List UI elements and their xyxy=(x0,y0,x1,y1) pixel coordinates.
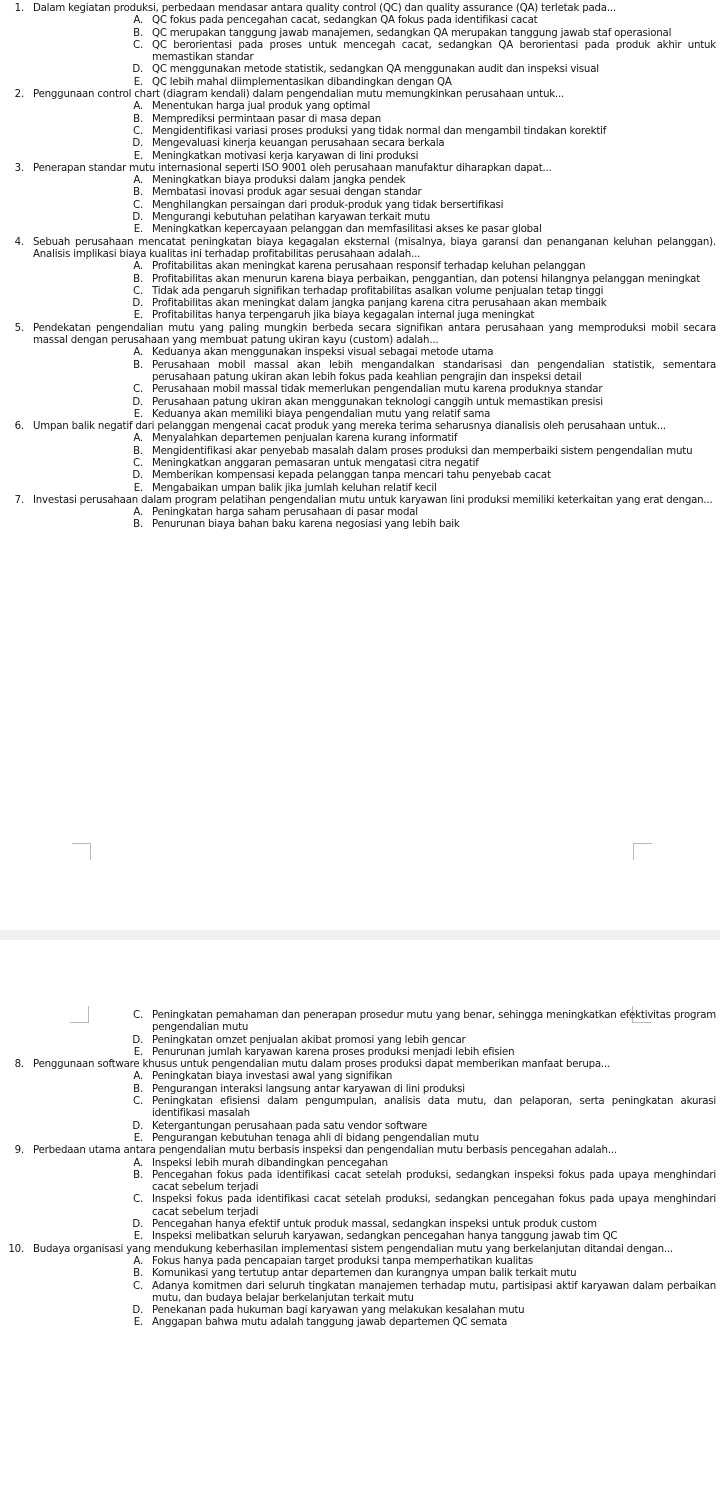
question-text: Penerapan standar mutu internasional seperti ISO 9001 oleh perusahaan manufaktur diharapkan dapat... xyxy=(33,162,552,174)
option-text: Inspeksi lebih murah dibandingkan pencegahan xyxy=(152,1157,388,1169)
option-text: Profitabilitas akan meningkat dalam jangka panjang karena citra perusahaan akan membaik xyxy=(152,298,607,310)
option-letter: B. xyxy=(133,187,143,199)
question-number: 10. xyxy=(8,1243,24,1255)
question-7-continued-options xyxy=(0,1010,716,1059)
question-stem xyxy=(0,1243,673,1256)
option-text: Peningkatan pemahaman dan penerapan prosedur mutu yang benar, sehingga meningkatkan efektivitas program pengendalian mutu xyxy=(152,1010,716,1034)
option-text: Mengevaluasi kinerja keuangan perusahaan secara berkala xyxy=(152,138,445,150)
crop-mark-bottom-left xyxy=(72,843,91,860)
option-letter: E. xyxy=(133,482,143,494)
answer-option xyxy=(0,310,716,322)
option-text: Meningkatkan motivasi kerja karyawan di lini produksi xyxy=(152,150,419,162)
option-text: Peningkatan efisiensi dalam pengumpulan, analisis data mutu, dan pelaporan, serta peningkatan akurasi identifikasi masalah xyxy=(152,1096,716,1120)
question-number: 5. xyxy=(14,322,24,334)
answer-option xyxy=(0,212,716,224)
option-text: Fokus hanya pada pencapaian target produksi tanpa memperhatikan kualitas xyxy=(152,1255,534,1267)
option-text: Ketergantungan perusahaan pada satu vendor software xyxy=(152,1120,428,1132)
option-text: QC merupakan tanggung jawab manajemen, sedangkan QA merupakan tanggung jawab staf operasional xyxy=(152,27,672,39)
option-text: QC berorientasi pada proses untuk mencegah cacat, sedangkan QA berorientasi pada produk akhir untuk memastikan standar xyxy=(152,39,716,64)
question-number: 6. xyxy=(14,421,24,433)
option-letter: A. xyxy=(133,261,143,273)
answer-option xyxy=(0,1194,716,1219)
answer-option xyxy=(0,397,716,409)
answer-option xyxy=(0,187,716,199)
answer-option xyxy=(0,1121,716,1133)
answer-option xyxy=(0,274,716,286)
option-letter: A. xyxy=(133,15,143,27)
option-letter: D. xyxy=(132,298,143,310)
option-letter: A. xyxy=(133,175,143,187)
option-letter: C. xyxy=(133,199,143,211)
option-letter: E. xyxy=(133,224,143,236)
answer-option xyxy=(0,286,716,298)
question-text: Sebuah perusahaan mencatat peningkatan biaya kegagalan eksternal (misalnya, biaya garansi dan penanganan keluhan pelanggan). Analisis implikasi biaya kualitas ini terhadap profitabilitas perusahaan adalah... xyxy=(33,236,716,260)
option-text: Mengidentifikasi akar penyebab masalah dalam proses produksi dan memperbaiki sistem pengendalian mutu xyxy=(152,445,693,457)
question-number: 4. xyxy=(14,236,24,248)
option-letter: E. xyxy=(133,1231,143,1243)
question-item xyxy=(0,322,716,421)
answer-option xyxy=(0,151,716,163)
option-letter: C. xyxy=(133,1280,143,1292)
option-text: Membatasi inovasi produk agar sesuai dengan standar xyxy=(152,187,422,199)
option-letter: E. xyxy=(133,310,143,322)
answer-option xyxy=(0,360,716,385)
answer-option xyxy=(0,458,716,470)
option-letter: A. xyxy=(133,1071,143,1083)
question-item xyxy=(0,494,713,532)
option-text: Inspeksi melibatkan seluruh karyawan, sedangkan pencegahan hanya tanggung jawab tim QC xyxy=(152,1231,618,1243)
option-letter: A. xyxy=(133,507,143,519)
option-letter: E. xyxy=(133,1046,143,1058)
option-letter: B. xyxy=(133,445,143,457)
option-text: Penurunan biaya bahan baku karena negosiasi yang lebih baik xyxy=(152,519,460,531)
option-letter: D. xyxy=(132,1305,143,1317)
option-text: Memprediksi permintaan pasar di masa depan xyxy=(152,113,382,125)
option-text: Profitabilitas hanya terpengaruh jika biaya kegagalan internal juga meningkat xyxy=(152,310,535,322)
question-text: Perbedaan utama antara pengendalian mutu berbasis inspeksi dan pengendalian mutu berbasis pencegahan adalah... xyxy=(33,1145,617,1157)
question-item xyxy=(0,421,693,495)
question-item xyxy=(0,236,716,323)
option-text: Mengidentifikasi variasi proses produksi yang tidak normal dan mengambil tindakan korektif xyxy=(152,125,607,137)
option-text: Memberikan kompensasi kepada pelanggan tanpa mencari tahu penyebab cacat xyxy=(152,470,551,482)
answer-option xyxy=(0,384,716,396)
question-text: Investasi perusahaan dalam program pelatihan pengendalian mutu untuk karyawan lini produksi memiliki keterkaitan yang erat dengan... xyxy=(33,494,713,506)
answer-option xyxy=(0,298,716,310)
option-text: Peningkatan harga saham perusahaan di pasar modal xyxy=(152,507,418,519)
answer-option xyxy=(0,347,716,359)
option-text: Peningkatan biaya investasi awal yang signifikan xyxy=(152,1071,393,1083)
option-text: Mengurangi kebutuhan pelatihan karyawan terkait mutu xyxy=(152,212,431,224)
answer-option xyxy=(0,64,716,76)
option-letter: C. xyxy=(133,1096,143,1108)
option-text: Komunikasi yang tertutup antar departemen dan kurangnya umpan balik terkait mutu xyxy=(152,1268,577,1280)
option-text: QC lebih mahal diimplementasikan dibandingkan dengan QA xyxy=(152,76,452,88)
option-letter: B. xyxy=(133,27,143,39)
option-letter: D. xyxy=(132,212,143,224)
answer-option xyxy=(0,261,716,273)
option-text: Perusahaan mobil massal tidak memerlukan pengendalian mutu karena produknya standar xyxy=(152,384,603,396)
option-text: Peningkatan omzet penjualan akibat promosi yang lebih gencar xyxy=(152,1034,466,1046)
answer-option xyxy=(0,470,716,482)
question-number: 1. xyxy=(14,3,24,14)
option-text: Menyalahkan departemen penjualan karena kurang informatif xyxy=(152,433,458,445)
answer-option xyxy=(0,519,716,531)
option-letter: D. xyxy=(132,1219,143,1231)
option-text: Anggapan bahwa mutu adalah tanggung jawab departemen QC semata xyxy=(152,1317,508,1329)
option-letter: B. xyxy=(133,273,143,285)
answer-option xyxy=(0,1268,716,1280)
option-letter: A. xyxy=(133,433,143,445)
option-letter: D. xyxy=(132,1034,143,1046)
question-text: Dalam kegiatan produksi, perbedaan mendasar antara quality control (QC) dan quality assurance (QA) terletak pada... xyxy=(33,3,616,14)
option-letter: B. xyxy=(133,1268,143,1280)
question-item xyxy=(0,1145,716,1243)
option-letter: D. xyxy=(132,470,143,482)
option-letter: E. xyxy=(133,76,143,88)
question-stem xyxy=(0,236,716,262)
option-letter: D. xyxy=(132,396,143,408)
question-number: 9. xyxy=(14,1145,24,1157)
crop-mark-bottom-right xyxy=(633,843,652,860)
question-text: Penggunaan software khusus untuk pengendalian mutu dalam proses produksi dapat memberikan manfaat berupa... xyxy=(33,1059,611,1071)
option-text: Menghilangkan persaingan dari produk-produk yang tidak bersertifikasi xyxy=(152,199,504,211)
answer-option xyxy=(0,1219,716,1231)
answer-option xyxy=(0,138,716,150)
option-letter: B. xyxy=(133,519,143,531)
question-number: 8. xyxy=(14,1059,24,1071)
answer-option xyxy=(0,1305,716,1317)
option-text: Penurunan jumlah karyawan karena proses produksi menjadi lebih efisien xyxy=(152,1046,515,1058)
option-text: Inspeksi fokus pada identifikasi cacat setelah produksi, sedangkan pencegahan fokus pada upaya menghindari cacat sebelum terjadi xyxy=(152,1194,716,1218)
option-letter: A. xyxy=(133,347,143,359)
option-letter: C. xyxy=(133,1194,143,1206)
question-stem xyxy=(0,1059,638,1071)
answer-option xyxy=(0,483,716,495)
option-letter: D. xyxy=(132,1120,143,1132)
question-stem xyxy=(0,421,666,433)
question-stem xyxy=(0,322,716,348)
option-text: Meningkatkan biaya produksi dalam jangka pendek xyxy=(152,175,406,187)
option-letter: A. xyxy=(133,1157,143,1169)
page-gap xyxy=(0,930,720,940)
answer-option xyxy=(0,1170,716,1195)
option-text: QC fokus pada pencegahan cacat, sedangkan QA fokus pada identifikasi cacat xyxy=(152,15,538,27)
question-number: 7. xyxy=(14,494,24,506)
answer-option xyxy=(0,28,716,40)
option-text: Penekanan pada hukuman bagi karyawan yang melakukan kesalahan mutu xyxy=(152,1305,525,1317)
option-text: Keduanya akan menggunakan inspeksi visual sebagai metode utama xyxy=(152,347,494,359)
option-letter: B. xyxy=(133,1169,143,1181)
option-letter: E. xyxy=(133,1132,143,1144)
question-number: 3. xyxy=(14,162,24,174)
answer-option xyxy=(0,40,716,65)
answer-option xyxy=(0,1096,716,1121)
page-1-content xyxy=(0,3,720,532)
answer-option xyxy=(0,433,716,445)
option-letter: E. xyxy=(133,150,143,162)
option-text: Pencegahan fokus pada identifikasi cacat setelah produksi, sedangkan inspeksi fokus pada upaya menghindari cacat sebelum terjadi xyxy=(152,1169,716,1194)
option-text: Menentukan harga jual produk yang optimal xyxy=(152,101,371,113)
option-text: Meningkatkan anggaran pemasaran untuk mengatasi citra negatif xyxy=(152,457,479,469)
question-text: Pendekatan pengendalian mutu yang paling mungkin berbeda secara signifikan antara perusahaan yang memproduksi mobil secara massal dengan perusahaan yang membuat patung ukiran kayu (custom) adalah... xyxy=(33,322,716,347)
answer-option xyxy=(0,1133,716,1145)
option-letter: C. xyxy=(133,1010,143,1021)
option-letter: C. xyxy=(133,285,143,297)
document-page-2 xyxy=(0,940,720,1505)
option-letter: B. xyxy=(133,113,143,125)
question-stem xyxy=(0,1145,638,1157)
question-item xyxy=(0,3,716,89)
answer-option xyxy=(0,1047,716,1059)
option-text: Pengurangan interaksi langsung antar karyawan di lini produksi xyxy=(152,1083,465,1095)
answer-option xyxy=(0,1035,716,1047)
answer-option xyxy=(0,15,716,27)
option-letter: C. xyxy=(133,125,143,137)
answer-option xyxy=(0,101,716,113)
question-item xyxy=(0,89,638,163)
answer-option xyxy=(0,126,716,138)
option-text: Keduanya akan memiliki biaya pengendalian mutu yang relatif sama xyxy=(152,408,491,420)
option-text: Perusahaan patung ukiran akan menggunakan teknologi canggih untuk memastikan presisi xyxy=(152,396,603,408)
option-text: Mengabaikan umpan balik jika jumlah keluhan relatif kecil xyxy=(152,482,437,494)
answer-option xyxy=(0,1281,716,1306)
question-stem xyxy=(0,494,713,507)
option-letter: A. xyxy=(133,1255,143,1267)
option-letter: D. xyxy=(132,138,143,150)
option-letter: C. xyxy=(133,39,143,51)
question-item xyxy=(0,1243,716,1330)
option-letter: A. xyxy=(133,101,143,113)
answer-option xyxy=(0,1071,716,1083)
option-text: Meningkatkan kepercayaan pelanggan dan memfasilitasi akses ke pasar global xyxy=(152,224,542,236)
option-letter: D. xyxy=(132,64,143,76)
answer-option xyxy=(0,507,716,519)
answer-option xyxy=(0,1231,716,1243)
answer-option xyxy=(0,114,716,126)
question-item xyxy=(0,163,638,237)
answer-option xyxy=(0,1084,716,1096)
option-letter: E. xyxy=(133,408,143,420)
question-text: Umpan balik negatif dari pelanggan mengenai cacat produk yang mereka terima seharusnya dianalisis oleh perusahaan untuk... xyxy=(33,421,666,433)
question-stem xyxy=(0,89,638,101)
question-text: Penggunaan control chart (diagram kendali) dalam pengendalian mutu memungkinkan perusahaan untuk... xyxy=(33,89,565,101)
answer-option xyxy=(0,175,716,187)
option-text: Adanya komitmen dari seluruh tingkatan manajemen terhadap mutu, partisipasi aktif karyawan dalam perbaikan mutu, dan budaya belajar berkelanjutan terkait mutu xyxy=(152,1280,716,1304)
answer-option xyxy=(0,446,716,458)
option-text: Pencegahan hanya efektif untuk produk massal, sedangkan inspeksi untuk produk custom xyxy=(152,1219,597,1231)
option-text: Pengurangan kebutuhan tenaga ahli di bidang pengendalian mutu xyxy=(152,1132,479,1144)
option-text: Profitabilitas akan meningkat karena perusahaan responsif terhadap keluhan pelanggan xyxy=(152,261,586,273)
option-text: QC menggunakan metode statistik, sedangkan QA menggunakan audit dan inspeksi visual xyxy=(152,64,599,76)
answer-option xyxy=(0,200,716,212)
option-letter: B. xyxy=(133,1083,143,1095)
answer-option xyxy=(0,1010,716,1035)
answer-option xyxy=(0,1256,716,1268)
option-text: Tidak ada pengaruh signifikan terhadap profitabilitas asalkan volume penjualan tetap tinggi xyxy=(152,285,604,297)
option-text: Perusahaan mobil massal akan lebih mengandalkan standarisasi dan pengendalian statistik, sementara perusahaan patung ukiran akan lebih fokus pada keahlian pengrajin dan inspeksi detail xyxy=(152,359,716,383)
answer-option xyxy=(0,1158,716,1170)
question-text: Budaya organisasi yang mendukung keberhasilan implementasi sistem pengendalian mutu yang berkelanjutan ditandai dengan... xyxy=(33,1243,673,1255)
answer-option xyxy=(0,224,716,236)
question-stem xyxy=(0,163,638,175)
page-2-content xyxy=(0,1010,720,1330)
question-stem xyxy=(0,3,638,15)
answer-option xyxy=(0,1317,716,1329)
option-text: Profitabilitas akan menurun karena biaya perbaikan, penggantian, dan potensi hilangnya pelanggan meningkat xyxy=(152,273,701,285)
option-letter: C. xyxy=(133,457,143,469)
answer-option xyxy=(0,77,716,89)
option-letter: E. xyxy=(133,1317,143,1329)
option-letter: C. xyxy=(133,384,143,396)
question-item xyxy=(0,1059,716,1145)
option-letter: B. xyxy=(133,359,143,371)
answer-option xyxy=(0,409,716,421)
question-number: 2. xyxy=(14,89,24,101)
